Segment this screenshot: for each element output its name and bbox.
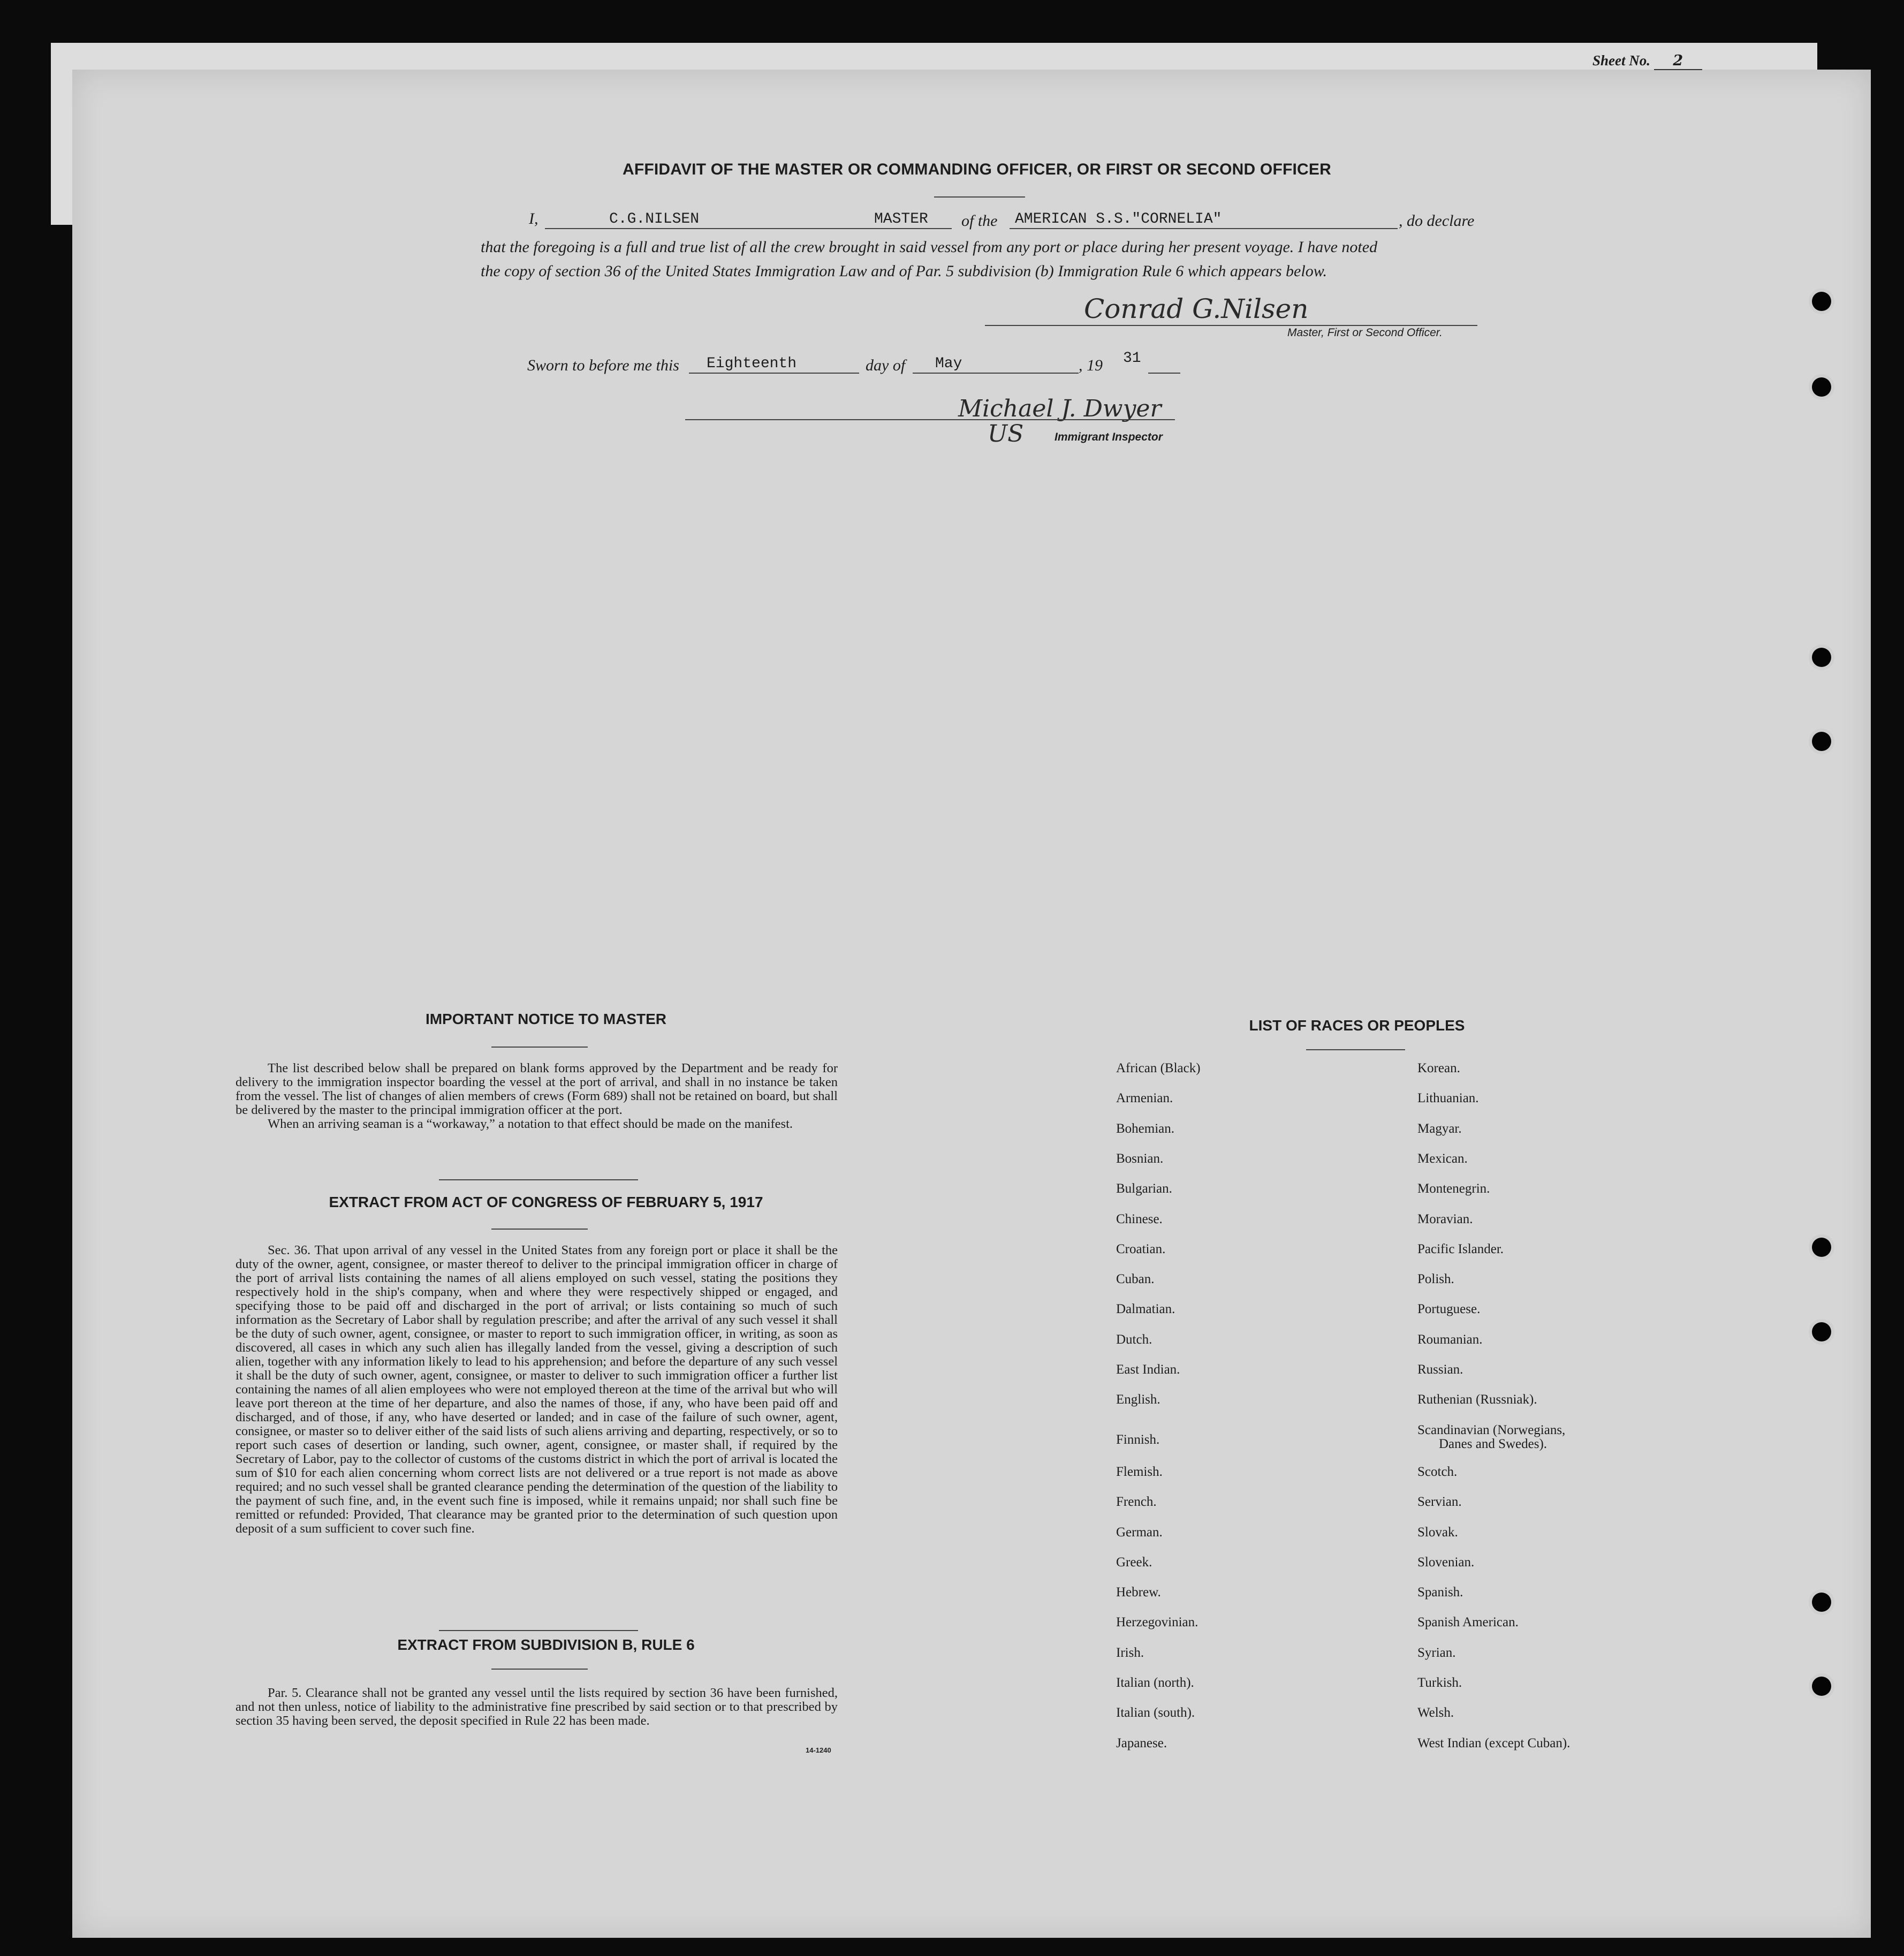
affidavit-title: AFFIDAVIT OF THE MASTER OR COMMANDING OFFICER, OR FIRST OR SECOND OFFICER [622, 161, 1331, 178]
notice-paragraph-2: When an arriving seaman is a “workaway,” a notation to that effect should be made on the manifest. [268, 1117, 793, 1131]
race-item: Scotch. [1417, 1464, 1458, 1479]
extract-act-title: EXTRACT FROM ACT OF CONGRESS OF FEBRUARY 5, 1917 [329, 1194, 763, 1210]
race-item: Italian (south). [1116, 1705, 1195, 1720]
divider [491, 1047, 588, 1048]
binder-hole [1812, 1677, 1831, 1696]
race-item: Portuguese. [1417, 1302, 1481, 1317]
vessel-field-line [1010, 228, 1398, 229]
sworn-label: Sworn to before me this [527, 357, 679, 374]
master-signature-line [985, 325, 1477, 326]
race-item: Magyar. [1417, 1121, 1462, 1136]
binder-hole [1812, 648, 1831, 667]
sworn-line [527, 350, 1491, 376]
declaration-line-3: the copy of section 36 of the United States Immigration Law and of Par. 5 subdivision (b) Immigration Rule 6 which appears below. [481, 262, 1327, 280]
race-item: Slovak. [1417, 1525, 1458, 1540]
divider [439, 1630, 638, 1631]
race-item: Polish. [1417, 1272, 1454, 1287]
binder-hole [1812, 377, 1831, 397]
year-line [1148, 373, 1180, 374]
race-item: Dutch. [1116, 1332, 1152, 1347]
sworn-day: Eighteenth [707, 355, 797, 372]
race-item: Montenegrin. [1417, 1181, 1490, 1196]
master-signature: Conrad G.Nilsen [1084, 293, 1309, 324]
binder-hole [1812, 1593, 1831, 1612]
race-item: Irish. [1116, 1645, 1144, 1660]
race-item: Flemish. [1116, 1464, 1163, 1479]
race-item: Mexican. [1417, 1151, 1468, 1166]
race-item: Hebrew. [1116, 1585, 1161, 1600]
of-the-label: of the [961, 212, 998, 230]
year-suffix: 31 [1123, 350, 1141, 367]
sheet-number-label: Sheet No. [1592, 52, 1650, 69]
sheet-number-value: 2 [1654, 52, 1702, 70]
race-item: Pacific Islander. [1417, 1241, 1504, 1256]
race-item: Russian. [1417, 1362, 1463, 1377]
inspector-signature-line [685, 419, 1175, 420]
sworn-month: May [935, 355, 962, 372]
divider [439, 1179, 638, 1180]
sheet-number [1592, 52, 1702, 70]
races-title: LIST OF RACES OR PEOPLES [1249, 1017, 1465, 1034]
extract-act-text [236, 1244, 838, 1536]
race-item: Herzegovinian. [1116, 1615, 1198, 1630]
notice-paragraph-1: The list described below shall be prepared on blank forms approved by the Department and be ready for delivery to the immigration inspector boarding the vessel at the port of arrival, and shall in no instance be taken from the vessel. The list of changes of alien members of crews (Form 689) shall not be retained on board, but shall be delivered by the master to the principal immigration officer at the port. [236, 1061, 838, 1117]
divider [491, 1229, 588, 1230]
declaration-line-1 [529, 210, 1482, 231]
race-item: Armenian. [1116, 1091, 1173, 1106]
inspector-signature: Michael J. Dwyer [958, 395, 1162, 422]
extract-rule-title: EXTRACT FROM SUBDIVISION B, RULE 6 [397, 1636, 695, 1653]
notice-text [236, 1062, 838, 1131]
race-item: Danes and Swedes). [1439, 1436, 1548, 1451]
race-item: Welsh. [1417, 1705, 1454, 1720]
binder-hole [1812, 292, 1831, 311]
vessel-name: AMERICAN S.S."CORNELIA" [1015, 211, 1222, 228]
race-item: African (Black) [1116, 1061, 1201, 1075]
race-item: German. [1116, 1525, 1163, 1540]
race-item: Croatian. [1116, 1241, 1166, 1256]
year-prefix: , 19 [1079, 357, 1103, 374]
section-36-body: That upon arrival of any vessel in the United States from any foreign port or place it shall be the duty of the owner, agent, consignee, or master thereof to deliver to the principal immigration officer in charge of the port of arrival lists containing the names of all aliens employed on such vessel, stating the positions they respectively hold in the ship's company, when and where they were respectively shipped or engaged, and specifying those to be paid off and discharged in the port of arrival; or lists containing so much of such information as the Secretary of Labor shall by regulation prescribe; and after the arrival of any such vessel it shall be the duty of such owner, agent, consignee, or master to report to such immigration officer, in writing, as soon as discovered, all cases in which any such alien has illegally landed from the vessel, giving a description of such alien, together with any information likely to lead to his apprehension; and before the departure of any such vessel it shall be the duty of such owner, agent, consignee, or master to deliver to such immigration officer a further list containing the names of all alien employees who were not employed thereon at the time of the arrival but who will leave port thereon at the time of her departure, and also the names of those, if any, who have been paid off and discharged, and of those, if any, who have deserted or landed; and in case of the failure of such owner, agent, consignee, or master so to deliver either of the said lists of such aliens arriving and departing, respectively, or so to report such cases of desertion or landing, such owner, agent, consignee, or master shall, if required by the Secretary of Labor, pay to the collector of customs of the customs district in which the port of arrival is located the sum of $10 for each alien concerning whom correct lists are not delivered or a true report is not made as above required; and no such vessel shall be granted clearance pending the determination of the question of the liability to the payment of such fine, and, in the event such fine is imposed, while it remains unpaid; nor shall such fine be remitted or refunded: Provided, That clearance may be granted prior to the determination of such question upon deposit of a sum sufficient to cover such fine. [236, 1243, 838, 1536]
name-field-line [545, 228, 952, 229]
race-item: Italian (north). [1116, 1676, 1194, 1690]
race-item: Greek. [1116, 1555, 1152, 1570]
inspector-caption: Immigrant Inspector [1055, 431, 1163, 443]
race-item: Slovenian. [1417, 1555, 1475, 1570]
section-36-paragraph [236, 1244, 838, 1536]
race-item: Bohemian. [1116, 1121, 1175, 1136]
race-item: Moravian. [1417, 1211, 1473, 1226]
sworn-month-line [913, 373, 1079, 374]
divider [1306, 1049, 1405, 1050]
race-item: English. [1116, 1392, 1160, 1407]
race-item: Dalmatian. [1116, 1302, 1175, 1317]
sworn-day-line [689, 373, 859, 374]
race-item: Turkish. [1417, 1676, 1462, 1690]
race-item: Bosnian. [1116, 1151, 1164, 1166]
declare-label: , do declare [1399, 212, 1475, 230]
section-36-label: Sec. 36. [268, 1243, 311, 1257]
divider [491, 1669, 588, 1670]
race-item: Scandinavian (Norwegians, [1417, 1422, 1566, 1437]
binder-hole [1812, 732, 1831, 751]
form-number: 14-1240 [806, 1746, 831, 1754]
race-item: Roumanian. [1417, 1332, 1483, 1347]
rule-paragraph: Par. 5. Clearance shall not be granted any vessel until the lists required by section 36 have been furnished, and not then unless, notice of liability to the administrative fine prescribed by said section or to that prescribed by section 35 having been served, the deposit specified in Rule 22 has been made. [236, 1686, 838, 1728]
race-item: East Indian. [1116, 1362, 1180, 1377]
race-item: Japanese. [1116, 1735, 1167, 1750]
race-item: Chinese. [1116, 1211, 1163, 1226]
race-item: Korean. [1417, 1061, 1460, 1075]
race-item: West Indian (except Cuban). [1417, 1735, 1571, 1750]
declaration-line-2: that the foregoing is a full and true list of all the crew brought in said vessel from any port or place during her present voyage. I have noted [481, 238, 1378, 256]
race-item: Spanish. [1417, 1585, 1463, 1600]
race-item: Cuban. [1116, 1272, 1155, 1287]
race-item: Syrian. [1417, 1645, 1456, 1660]
race-item: Bulgarian. [1116, 1181, 1172, 1196]
day-of-label: day of [866, 357, 906, 374]
binder-hole [1812, 1238, 1831, 1257]
race-item: Finnish. [1116, 1432, 1160, 1447]
master-name: C.G.NILSEN [609, 211, 700, 228]
inspector-prefix: US [988, 420, 1024, 448]
i-label: I, [529, 210, 538, 228]
master-caption: Master, First or Second Officer. [1287, 327, 1443, 339]
race-item: Lithuanian. [1417, 1091, 1479, 1106]
race-item: French. [1116, 1495, 1157, 1510]
binder-hole [1812, 1322, 1831, 1341]
divider [934, 196, 1025, 198]
race-item: Ruthenian (Russniak). [1417, 1392, 1537, 1407]
extract-rule-text [236, 1686, 838, 1728]
race-item: Servian. [1417, 1495, 1462, 1510]
main-sheet [72, 70, 1871, 1938]
notice-title: IMPORTANT NOTICE TO MASTER [425, 1011, 667, 1027]
master-rank: MASTER [874, 211, 928, 228]
race-item: Spanish American. [1417, 1615, 1519, 1630]
